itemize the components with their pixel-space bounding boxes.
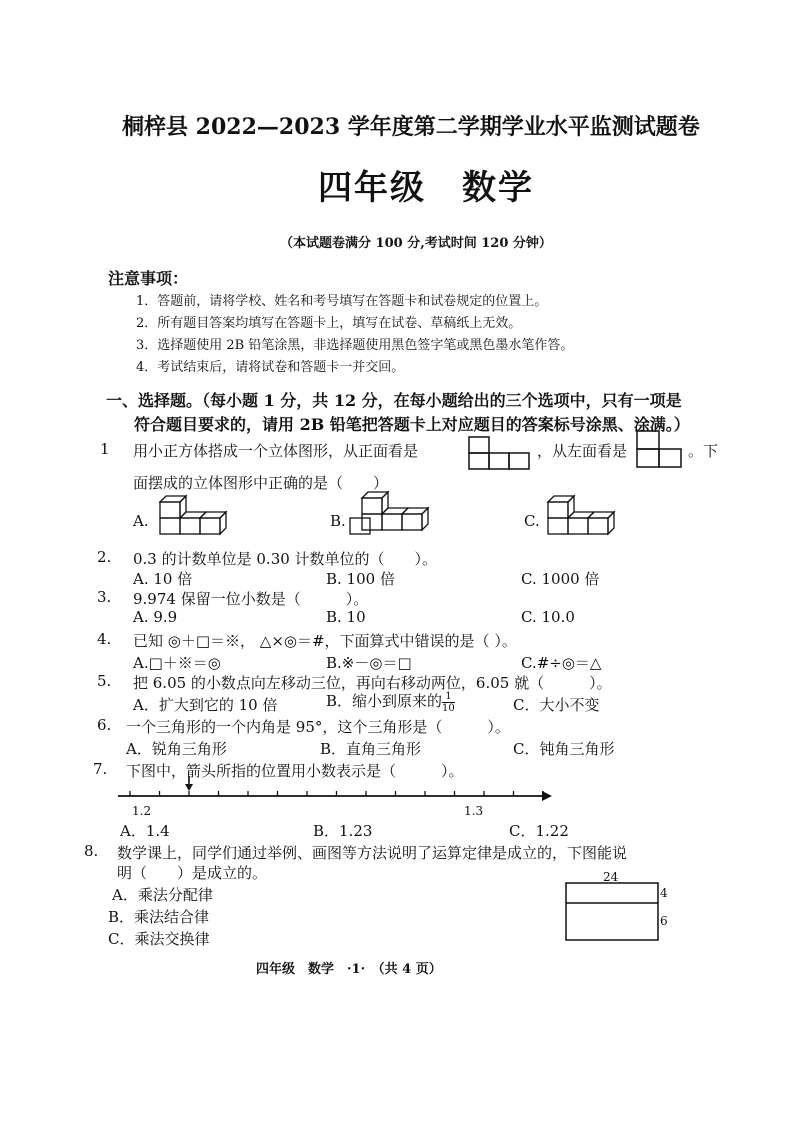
exam-title: 桐梓县 2022—2023 学年度第二学期学业水平监测试题卷 <box>122 114 700 140</box>
page-footer: 四年级 数学 ·1· （共 4 页） <box>256 962 442 977</box>
q7-option-a[interactable]: A．1.4 <box>120 822 170 840</box>
q1-option-b-cubes <box>346 490 436 538</box>
q5-option-a[interactable]: A．扩大到它的 10 倍 <box>133 696 278 714</box>
q7-number-line <box>110 776 555 806</box>
q5-option-b-text: B．缩小到原来的 <box>326 692 443 710</box>
q8-rectangle-figure <box>565 882 659 942</box>
exam-info: （本试题卷满分 100 分,考试时间 120 分钟） <box>280 236 552 251</box>
q8-option-c[interactable]: C．乘法交换律 <box>108 930 210 948</box>
fraction: $\frac{1}{10}$ <box>442 690 455 714</box>
q1-number: 1 <box>100 440 110 458</box>
q3-option-b[interactable]: B. 10 <box>326 608 366 626</box>
q1-text: ，从左面看是 <box>537 442 628 460</box>
q4-option-b[interactable]: B.※－◎＝□ <box>326 654 412 672</box>
q2-option-a[interactable]: A. 10 倍 <box>133 570 193 588</box>
q1-front-view-figure <box>468 436 532 470</box>
q8-text: 数学课上，同学们通过举例、画图等方法说明了运算定律是成立的，下图能说 <box>117 844 628 862</box>
q3-option-c[interactable]: C. 10.0 <box>521 608 575 626</box>
q1-option-c-label[interactable]: C. <box>524 512 540 530</box>
note-item: 2．所有题目答案均填写在答题卡上，填写在试卷、草稿纸上无效。 <box>136 316 522 331</box>
q4-text: 已知 ◎＋□＝※， △×◎＝#，下面算式中错误的是（ ）。 <box>133 632 517 650</box>
q4-number: 4. <box>97 630 112 648</box>
q1-left-view-figure <box>636 430 682 470</box>
q2-text: 0.3 的计数单位是 0.30 计数单位的（ ）。 <box>133 550 438 568</box>
q5-number: 5. <box>97 672 112 690</box>
q8-figure-top-label: 24 <box>603 870 619 884</box>
q2-option-b[interactable]: B. 100 倍 <box>326 570 395 588</box>
note-item: 1．答题前，请将学校、姓名和考号填写在答题卡和试卷规定的位置上。 <box>136 294 548 309</box>
down-arrow-icon <box>185 776 193 791</box>
q3-option-a[interactable]: A. 9.9 <box>133 608 178 626</box>
notes-heading: 注意事项： <box>108 269 189 288</box>
q6-option-b[interactable]: B．直角三角形 <box>320 740 422 758</box>
q2-number: 2. <box>97 548 112 566</box>
q7-label-1-2: 1.2 <box>132 804 152 818</box>
q6-option-a[interactable]: A．锐角三角形 <box>126 740 227 758</box>
q6-number: 6. <box>97 716 112 734</box>
q1-text: 用小正方体搭成一个立体图形，从正面看是 <box>133 442 419 460</box>
q6-text: 一个三角形的一个内角是 95°，这个三角形是（ ）。 <box>126 718 510 736</box>
note-item: 4．考试结束后，请将试卷和答题卡一并交回。 <box>136 360 405 375</box>
q8-number: 8. <box>84 842 99 860</box>
q1-option-b-label[interactable]: B. <box>330 512 346 530</box>
q1-option-c-cubes <box>540 494 620 538</box>
q5-option-c[interactable]: C．大小不变 <box>513 696 600 714</box>
q8-text-cont: 明（ ）是成立的。 <box>117 864 268 882</box>
q7-number: 7. <box>93 760 108 778</box>
q4-option-a[interactable]: A.□＋※＝◎ <box>133 654 221 672</box>
q8-figure-label-4: 4 <box>660 886 668 900</box>
q8-figure-label-6: 6 <box>660 914 668 928</box>
q3-number: 3. <box>97 588 112 606</box>
q4-option-c[interactable]: C.#÷◎＝△ <box>521 654 602 672</box>
q1-text-cont: 面摆成的立体图形中正确的是（ ） <box>133 474 389 492</box>
subject-title: 四年级 数学 <box>318 168 534 208</box>
q3-text: 9.974 保留一位小数是（ ）。 <box>133 590 369 608</box>
q1-text: 。下 <box>688 442 719 460</box>
q8-option-a[interactable]: A．乘法分配律 <box>112 886 213 904</box>
q7-label-1-3: 1.3 <box>464 804 484 818</box>
q7-text: 下图中，箭头所指的位置用小数表示是（ ）。 <box>126 762 464 780</box>
q7-option-b[interactable]: B．1.23 <box>313 822 373 840</box>
q6-option-c[interactable]: C．钝角三角形 <box>513 740 615 758</box>
note-item: 3．选择题使用 2B 铅笔涂黑，非选择题使用黑色签字笔或黑色墨水笔作答。 <box>136 338 574 353</box>
section1-instruction: 一、选择题。（每小题 1 分，共 12 分，在每小题给出的三个选项中，只有一项是 <box>106 391 682 410</box>
q5-text: 把 6.05 的小数点向左移动三位，再向右移动两位，6.05 就（ ）。 <box>133 674 612 692</box>
q1-option-a-label[interactable]: A. <box>133 512 149 530</box>
q2-option-c[interactable]: C. 1000 倍 <box>521 570 600 588</box>
q7-option-c[interactable]: C．1.22 <box>509 822 569 840</box>
q8-option-b[interactable]: B．乘法结合律 <box>108 908 210 926</box>
q1-option-a-cubes <box>150 494 240 538</box>
section1-instruction-cont: 符合题目要求的，请用 2B 铅笔把答题卡上对应题目的答案标号涂黑、涂满。） <box>134 415 690 434</box>
q5-option-b[interactable] <box>326 690 455 714</box>
